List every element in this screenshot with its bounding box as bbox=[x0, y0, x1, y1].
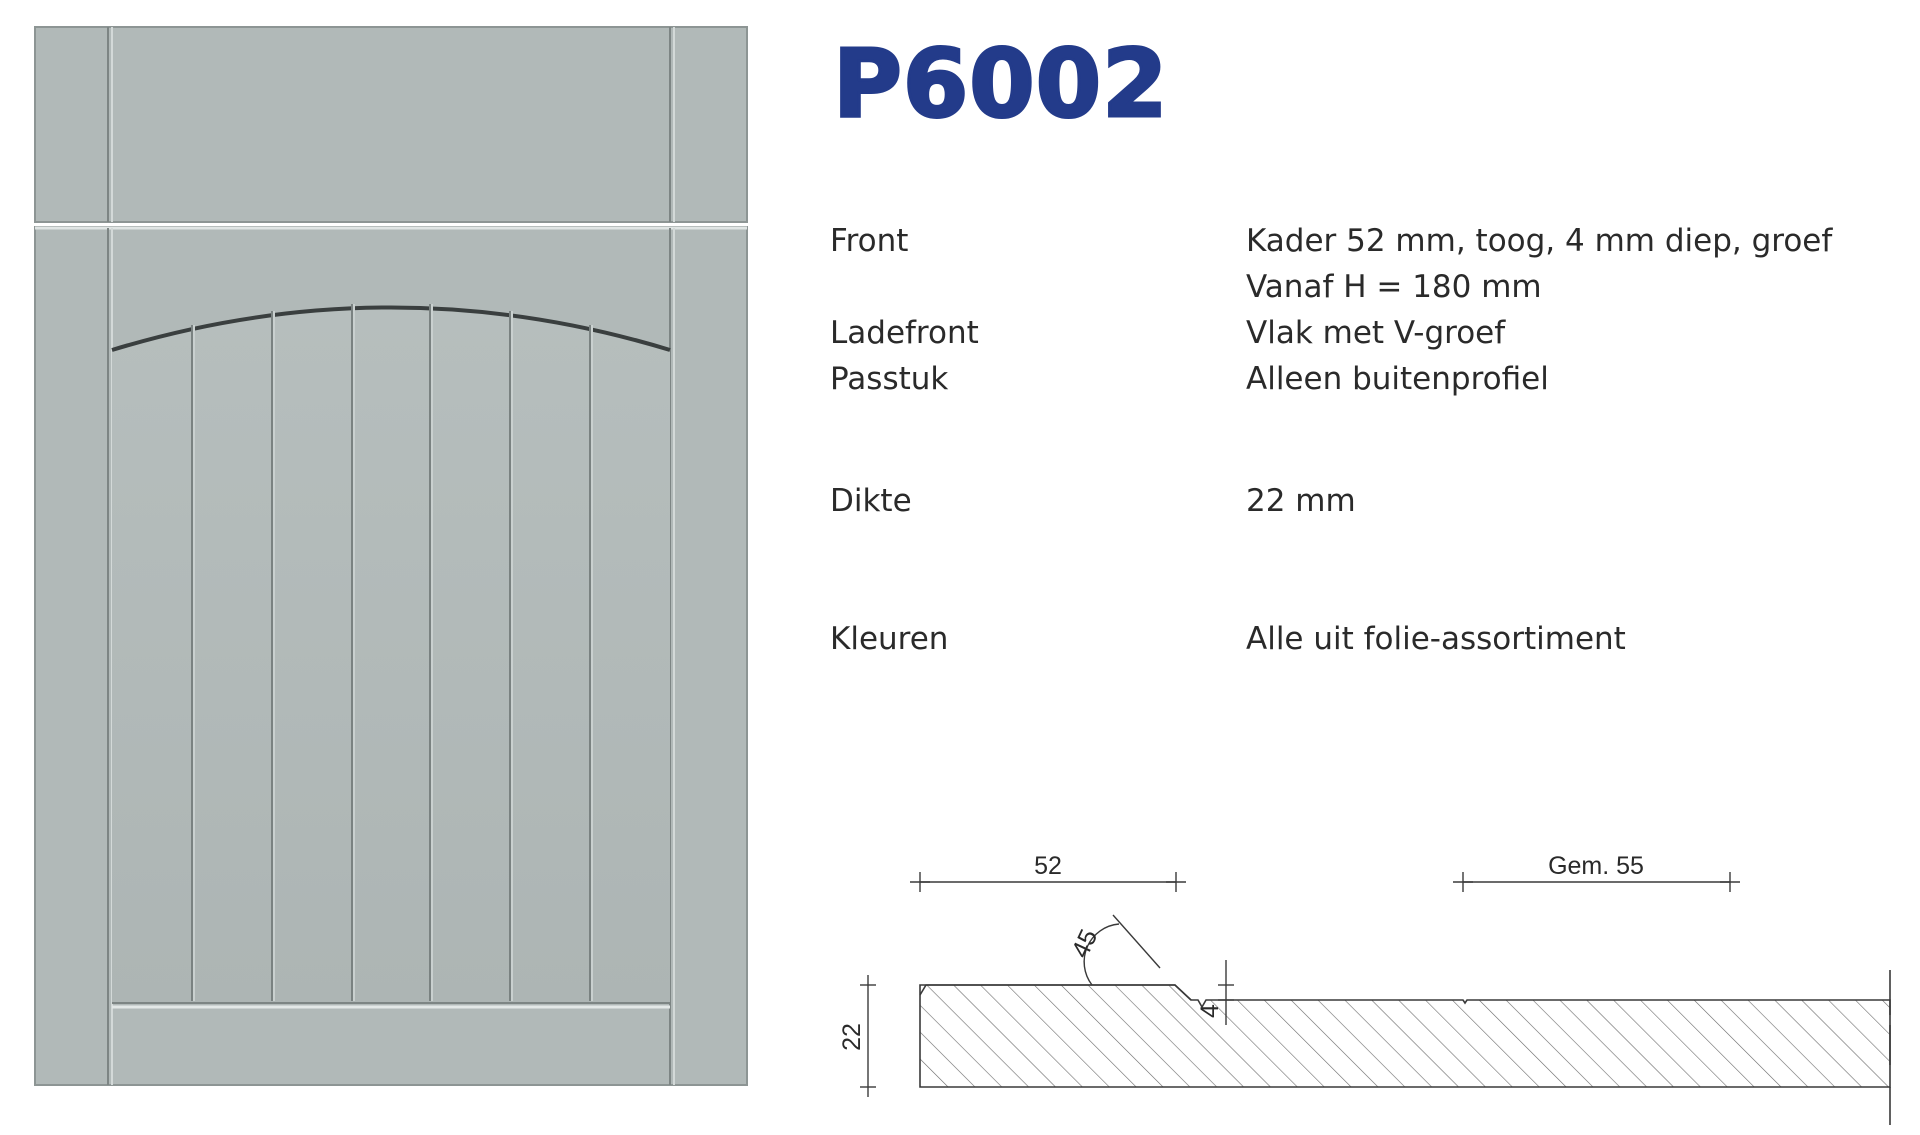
spec-value-dikte: 22 mm bbox=[1246, 483, 1356, 519]
door-front bbox=[35, 227, 747, 1085]
spec-label-front: Front bbox=[830, 223, 909, 259]
dim-22-label: 22 bbox=[838, 1023, 866, 1051]
spec-label-ladefront: Ladefront bbox=[830, 315, 979, 351]
drawer-front bbox=[35, 27, 747, 222]
spec-label-passtuk: Passtuk bbox=[830, 361, 949, 397]
dim-4-label: 4 bbox=[1196, 1004, 1224, 1018]
spec-value-front-2: Vanaf H = 180 mm bbox=[1246, 269, 1542, 305]
spec-value-passtuk: Alleen buitenprofiel bbox=[1246, 361, 1549, 397]
door-illustration bbox=[0, 0, 760, 1100]
dim-45-label: 45 bbox=[1066, 925, 1104, 963]
spec-label-dikte: Dikte bbox=[830, 483, 912, 519]
product-code: P6002 bbox=[833, 30, 1169, 139]
spec-label-kleuren: Kleuren bbox=[830, 621, 949, 657]
dim-52-label: 52 bbox=[1034, 852, 1062, 880]
spec-value-front-1: Kader 52 mm, toog, 4 mm diep, groef bbox=[1246, 223, 1833, 259]
dim-gem55-label: Gem. 55 bbox=[1548, 852, 1644, 880]
profile-cross-section bbox=[820, 825, 1900, 1135]
profile-section bbox=[920, 985, 1890, 1087]
spec-value-ladefront: Vlak met V-groef bbox=[1246, 315, 1506, 351]
spec-value-kleuren: Alle uit folie-assortiment bbox=[1246, 621, 1626, 657]
